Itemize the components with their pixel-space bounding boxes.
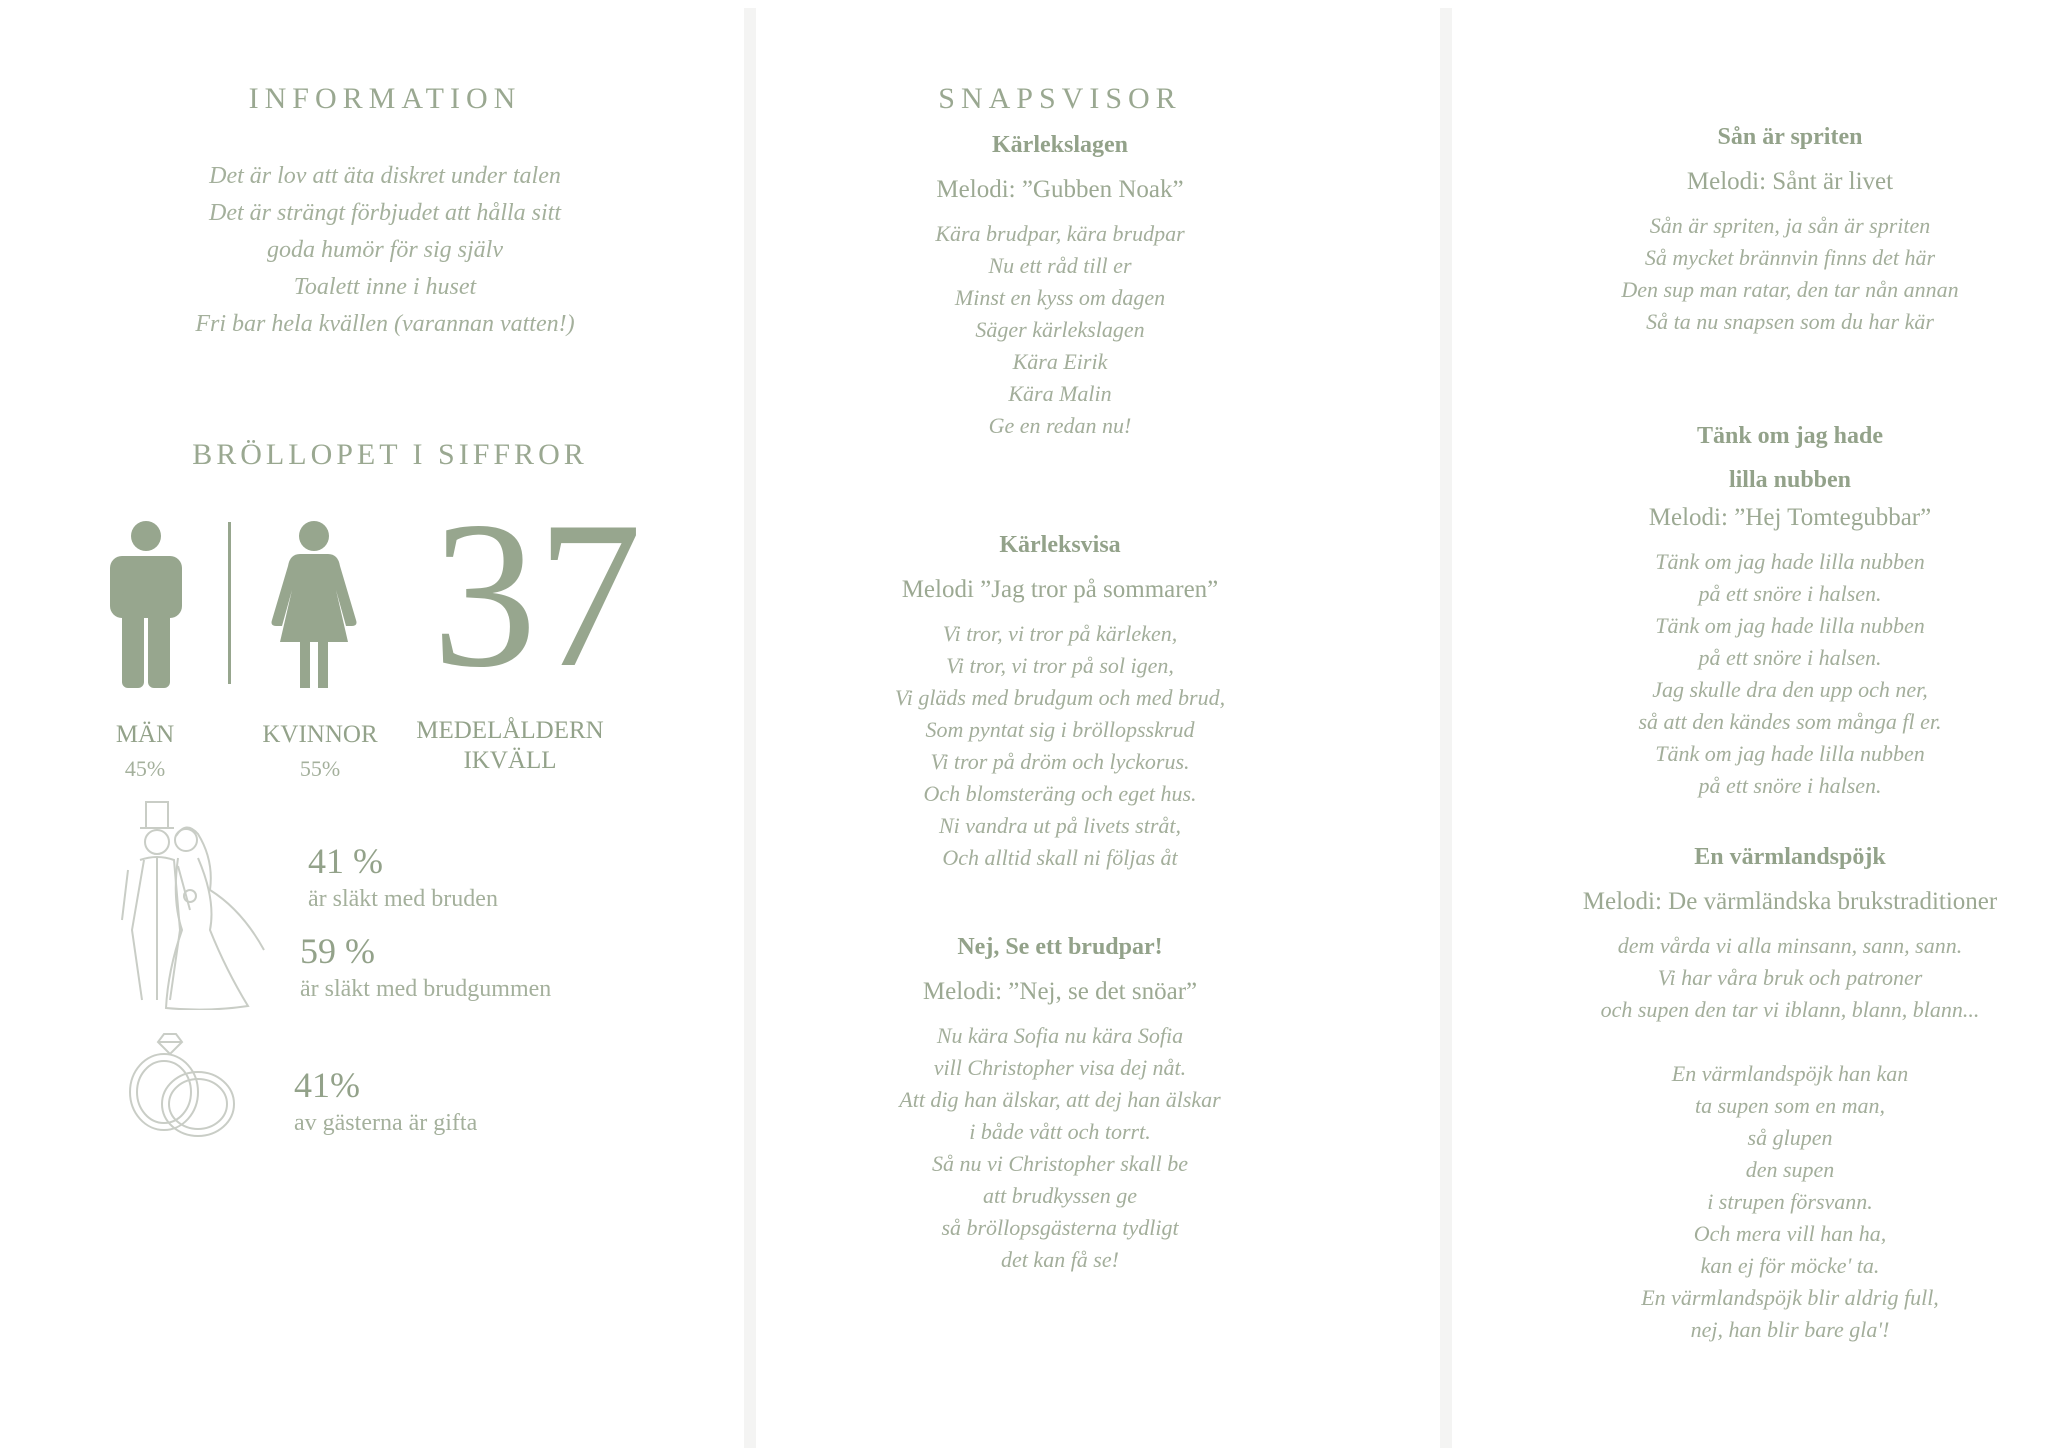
lyric-line: Kära brudpar, kära brudpar	[935, 221, 1185, 246]
information-list	[60, 158, 710, 343]
lyric-line: Nu kära Sofia nu kära Sofia	[936, 1023, 1184, 1048]
song-title: Kärleksvisa	[999, 532, 1121, 558]
song-melody: Melodi: De värmländska brukstraditioner	[1582, 888, 1998, 915]
lyric-line: En värmlandspöjk han kan	[1671, 1061, 1909, 1086]
average-age-label-line: IKVÄLL	[463, 747, 557, 774]
men-label: MÄN	[115, 721, 175, 748]
lyric-line: Och blomsteräng och eget hus.	[923, 781, 1197, 806]
married-guests-percent: 41%	[294, 1065, 360, 1105]
lyric-line: Som pyntat sig i bröllopsskrud	[925, 717, 1195, 742]
man-icon	[108, 520, 184, 688]
lyric-line: i både vått och torrt.	[969, 1119, 1151, 1144]
lyric-line: En värmlandspöjk blir aldrig full,	[1641, 1285, 1939, 1310]
woman-icon	[270, 520, 358, 688]
information-heading: INFORMATION	[248, 82, 522, 115]
lyric-line: Tänk om jag hade lilla nubben	[1655, 613, 1925, 638]
stats-heading: BRÖLLOPET I SIFFROR	[192, 438, 588, 471]
lyric-line: Minst en kyss om dagen	[954, 285, 1166, 310]
song-melody: Melodi: Sånt är livet	[1686, 168, 1894, 195]
lyric-line: Kära Eirik	[1012, 349, 1108, 374]
lyric-line: Vi gläds med brudgum och med brud,	[894, 685, 1226, 710]
lyric-line	[1470, 1026, 2048, 1058]
bride-relatives-percent: 41 %	[308, 841, 383, 881]
lyric-line: Ge en redan nu!	[988, 413, 1132, 438]
bride-relatives-text: är släkt med bruden	[308, 886, 498, 912]
average-age-label	[410, 716, 610, 776]
song-lyrics	[1470, 210, 2048, 338]
song-title	[1470, 414, 2048, 502]
song-lyrics	[1470, 546, 2048, 802]
song-title-line: Tänk om jag hade	[1696, 423, 1884, 449]
information-line: Toalett inne i huset	[293, 274, 477, 300]
lyric-line: att brudkyssen ge	[983, 1183, 1137, 1208]
lyric-line: det kan få se!	[1001, 1247, 1119, 1272]
lyric-line: vill Christopher visa dej nåt.	[933, 1055, 1187, 1080]
lyric-line: Ni vandra ut på livets stråt,	[939, 813, 1181, 838]
lyric-line: kan ej för möcke' ta.	[1700, 1253, 1880, 1278]
lyric-line: så att den kändes som många fl er.	[1638, 709, 1942, 734]
men-percent: 45%	[124, 756, 166, 781]
lyric-line: den supen	[1745, 1157, 1835, 1182]
lyric-line: Sån är spriten, ja sån är spriten	[1649, 213, 1931, 238]
panel-divider-left	[744, 8, 756, 1448]
lyric-line: Vi tror, vi tror på sol igen,	[946, 653, 1174, 678]
song-lyrics	[760, 218, 1360, 442]
song-melody: Melodi: ”Nej, se det snöar”	[922, 978, 1198, 1005]
women-percent: 55%	[299, 756, 341, 781]
lyric-line: Vi tror på dröm och lyckorus.	[930, 749, 1190, 774]
song-melody: Melodi ”Jag tror på sommaren”	[901, 576, 1219, 603]
lyric-line: Och alltid skall ni följas åt	[942, 845, 1178, 870]
song-title: Sån är spriten	[1717, 124, 1863, 150]
average-age-value: 37	[432, 479, 642, 711]
song-lyrics	[1470, 930, 2048, 1346]
lyric-line: Och mera vill han ha,	[1693, 1221, 1887, 1246]
lyric-line: Jag skulle dra den upp och ner,	[1652, 677, 1928, 702]
lyric-line: Så mycket brännvin finns det här	[1644, 245, 1936, 270]
lyric-line: Säger kärlekslagen	[975, 317, 1145, 342]
lyric-line: Vi tror, vi tror på kärleken,	[942, 621, 1178, 646]
women-label: KVINNOR	[262, 721, 378, 748]
song-lyrics	[760, 618, 1360, 874]
song-melody: Melodi: ”Hej Tomtegubbar”	[1648, 504, 1932, 531]
lyric-line: Tänk om jag hade lilla nubben	[1655, 549, 1925, 574]
wedding-rings-icon	[124, 1030, 240, 1140]
lyric-line: Tänk om jag hade lilla nubben	[1655, 741, 1925, 766]
groom-relatives-text: är släkt med brudgummen	[300, 976, 552, 1002]
lyric-line: Vi har våra bruk och patroner	[1657, 965, 1923, 990]
lyric-line: på ett snöre i halsen.	[1698, 645, 1882, 670]
information-line: Det är strängt förbjudet att hålla sitt	[208, 200, 562, 226]
lyric-line: ta supen som en man,	[1694, 1093, 1886, 1118]
icon-separator	[228, 522, 231, 684]
information-line: Fri bar hela kvällen (varannan vatten!)	[195, 311, 575, 337]
lyric-line: och supen den tar vi iblann, blann, blann...	[1600, 997, 1980, 1022]
lyric-line: nej, han blir bare gla'!	[1690, 1317, 1890, 1342]
average-age-label-line: MEDELÅLDERN	[416, 717, 604, 744]
lyric-line: Så nu vi Christopher skall be	[931, 1151, 1189, 1176]
lyric-line: Att dig han älskar, att dej han älskar	[899, 1087, 1221, 1112]
song-title: En värmlandspöjk	[1694, 844, 1886, 870]
panel-divider-right	[1440, 8, 1452, 1448]
song-title-line: lilla nubben	[1728, 467, 1852, 493]
information-line: goda humör för sig själv	[266, 237, 503, 263]
lyric-line: så bröllopsgästerna tydligt	[941, 1215, 1179, 1240]
snapsvisor-heading: SNAPSVISOR	[938, 82, 1182, 115]
lyric-line: så glupen	[1747, 1125, 1833, 1150]
lyric-line: på ett snöre i halsen.	[1698, 581, 1882, 606]
lyric-line: Så ta nu snapsen som du har kär	[1646, 309, 1934, 334]
groom-relatives-percent: 59 %	[300, 931, 375, 971]
song-title: Kärlekslagen	[992, 132, 1128, 158]
song-title: Nej, Se ett brudpar!	[957, 934, 1163, 960]
lyric-line: i strupen försvann.	[1707, 1189, 1873, 1214]
lyric-line: Kära Malin	[1008, 381, 1112, 406]
lyric-line: på ett snöre i halsen.	[1698, 773, 1882, 798]
married-guests-text: av gästerna är gifta	[294, 1110, 478, 1136]
song-melody: Melodi: ”Gubben Noak”	[936, 176, 1184, 203]
song-lyrics	[760, 1020, 1360, 1276]
lyric-line: Den sup man ratar, den tar nån annan	[1621, 277, 1959, 302]
information-line: Det är lov att äta diskret under talen	[209, 163, 561, 189]
lyric-line: Nu ett råd till er	[988, 253, 1132, 278]
bride-groom-icon	[118, 800, 268, 1010]
lyric-line: dem vårda vi alla minsann, sann, sann.	[1617, 933, 1963, 958]
